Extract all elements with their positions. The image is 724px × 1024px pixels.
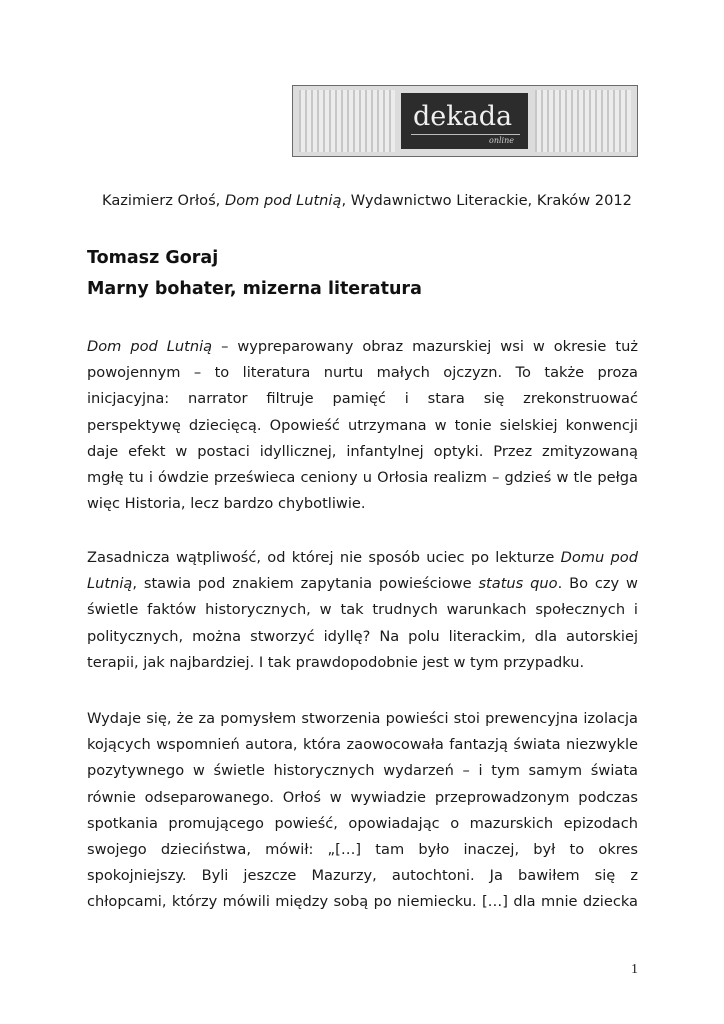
- citation-book-title: Dom pod Lutnią: [224, 192, 342, 209]
- text-line: [87, 334, 638, 360]
- book-citation: [102, 192, 632, 209]
- text-line: więc Historia, lecz bardzo chybotliwie.: [87, 495, 366, 513]
- review-author: Tomasz Goraj: [87, 248, 219, 268]
- logo-rule: [411, 134, 520, 135]
- logo-wordmark: dekada: [413, 101, 513, 132]
- text-line: spotkania promującego powieść, opowiadając o mazurskich epizodach: [87, 814, 638, 832]
- text-line: powojennym – to literatura nurtu małych ojczyzn. To także proza: [87, 364, 638, 382]
- paragraph-2: [87, 545, 638, 676]
- text-line: równie odseparowanego. Orłoś w wywiadzie przeprowadzonym podczas: [87, 788, 638, 806]
- text-run: – wypreparowany obraz mazurskiej wsi w okresie tuż: [212, 338, 638, 355]
- text-line: daje efekt w postaci idyllicznej, infantylnej optyki. Przez zmityzowaną: [87, 442, 638, 460]
- text-run: . Bo czy w: [557, 575, 638, 593]
- logo-dark-panel: [401, 93, 528, 149]
- text-line: spokojniejszy. Byli jeszcze Mazurzy, autochtoni. Ja bawiłem się z: [87, 867, 638, 885]
- citation-publisher: , Wydawnictwo Literackie, Kraków 2012: [341, 192, 632, 209]
- logo-stripes-left: [299, 90, 395, 152]
- inline-italic: status quo: [478, 575, 558, 593]
- text-line: kojących wspomnień autora, która zaowocowała fantazją świata niezwykle: [87, 736, 638, 754]
- text-line: chłopcami, którzy mówili między sobą po niemiecku. […] dla mnie dziecka: [87, 893, 638, 911]
- text-line: świetle faktów historycznych, w tak trudnych warunkach społecznych i: [87, 601, 638, 619]
- paragraph-1: [87, 334, 638, 517]
- logo-subtitle: online: [489, 136, 514, 145]
- inline-italic: Domu pod: [560, 549, 638, 566]
- page-number: 1: [631, 962, 638, 977]
- text-line: [87, 545, 638, 571]
- text-line: swojego dzieciństwa, mówił: „[…] tam było inaczej, był to okres: [87, 841, 638, 859]
- text-run: , stawia pod znakiem zapytania powieściowe: [132, 575, 479, 593]
- review-title: Marny bohater, mizerna literatura: [87, 279, 422, 299]
- dekada-logo: [292, 85, 638, 157]
- citation-author: Kazimierz Orłoś,: [102, 192, 225, 209]
- inline-italic: Lutnią: [87, 575, 133, 593]
- text-line: terapii, jak najbardziej. I tak prawdopodobnie jest w tym przypadku.: [87, 653, 585, 671]
- text-line: pozytywnego w świetle historycznych wydarzeń – i tym samym świata: [87, 762, 638, 780]
- text-line: mgłę tu i ówdzie prześwieca ceniony u Orłosia realizm – gdzieś w tle pełga: [87, 469, 638, 487]
- paragraph-3: [87, 706, 638, 916]
- text-line: perspektywę dziecięcą. Opowieść utrzymana w tonie sielskiej konwencji: [87, 416, 638, 434]
- text-line: Wydaje się, że za pomysłem stworzenia powieści stoi prewencyjna izolacja: [87, 710, 638, 727]
- text-run: Zasadnicza wątpliwość, od której nie sposób uciec po lekturze: [87, 549, 561, 566]
- inline-italic: Dom pod Lutnią: [87, 338, 213, 355]
- logo-stripes-right: [535, 90, 631, 152]
- text-line: politycznych, można stworzyć idyllę? Na polu literackim, dla autorskiej: [87, 627, 638, 645]
- text-line: [87, 571, 638, 597]
- text-line: inicjacyjna: narrator filtruje pamięć i stara się zrekonstruować: [87, 390, 638, 408]
